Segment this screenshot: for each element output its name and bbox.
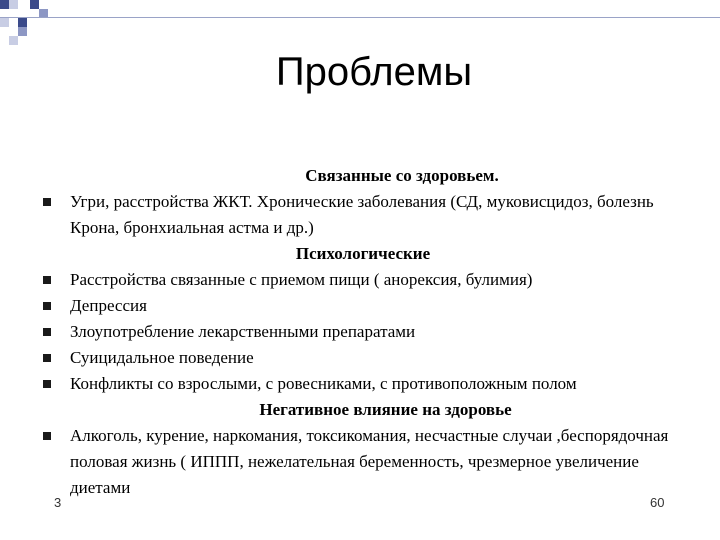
decorative-square-mid-2 — [18, 27, 27, 36]
list-item-text: Расстройства связанные с приемом пищи ( анорексия, булимия) — [70, 270, 533, 289]
section-heading-health: Связанные со здоровьем. — [305, 166, 499, 185]
slide-content — [43, 163, 683, 501]
decorative-square-light-3 — [9, 36, 18, 45]
list-item — [43, 189, 683, 241]
list-item-text: Депрессия — [70, 296, 147, 315]
square-bullet-icon — [43, 328, 51, 336]
square-bullet-icon — [43, 354, 51, 362]
square-bullet-icon — [43, 432, 51, 440]
square-bullet-icon — [43, 198, 51, 206]
list-item — [43, 319, 683, 345]
square-bullet-icon — [43, 302, 51, 310]
page-number: 60 — [650, 495, 665, 510]
slide-title-container — [0, 50, 720, 95]
section-heading-psychological: Психологические — [295, 244, 431, 263]
list-item-text: Суицидальное поведение — [70, 348, 254, 367]
square-bullet-icon — [43, 276, 51, 284]
list-item — [43, 423, 683, 501]
list-item — [43, 293, 683, 319]
decorative-square-light-1 — [9, 0, 18, 9]
list-item-text: Злоупотребление лекарственными препаратами — [70, 322, 416, 341]
list-item — [43, 371, 683, 397]
decorative-square-light-2 — [0, 18, 9, 27]
decorative-square-dark-2 — [30, 0, 39, 9]
list-item-text: Угри, расстройства ЖКТ. Хронические заболевания (СД, муковисцидоз, болезнь Крона, бронхиальная астма и др.) — [70, 192, 654, 237]
slide-title: Проблемы — [275, 50, 473, 94]
list-item — [43, 267, 683, 293]
slide-number: 3 — [54, 495, 62, 510]
decorative-square-dark-3 — [18, 18, 27, 27]
list-item-text: Алкоголь, курение, наркомания, токсикомания, несчастные случаи ,беспорядочная половая жизнь ( ИППП, нежелательная беременность, чрезмерное увеличение диетами — [70, 426, 669, 497]
list-item-text: Конфликты со взрослыми, с ровесниками, с противоположным полом — [70, 374, 577, 393]
header-divider — [0, 17, 720, 18]
square-bullet-icon — [43, 380, 51, 388]
decorative-square-dark-1 — [0, 0, 9, 9]
section-heading-negative-influence: Негативное влияние на здоровье — [259, 400, 512, 419]
list-item — [43, 345, 683, 371]
